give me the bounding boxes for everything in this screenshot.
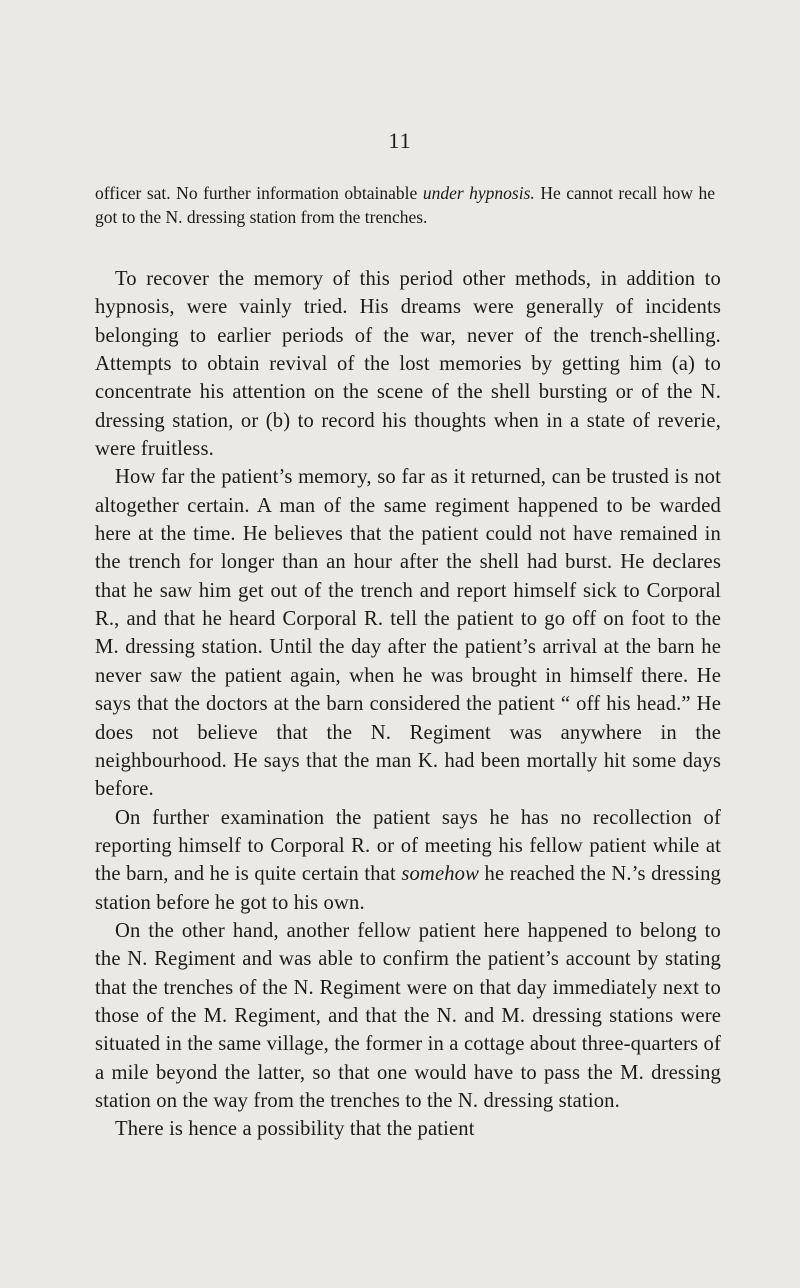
paragraph-further-examination <box>95 804 721 917</box>
body-text <box>95 265 721 1144</box>
paragraph-memory-trust: How far the patient’s memory, so far as it returned, can be trusted is not altogether certain. A man of the same regiment happened to be warded here at the time. He believes that the patient could not have remained in the trench for longer than an hour after the shell had burst. He declares that he saw him get out of the trench and report himself sick to Corporal R., and that he heard Corporal R. tell the patient to go off on foot to the M. dressing station. Until the day after the patient’s arrival at the barn he never saw the patient again, when he was brought in himself there. He says that the doctors at the barn considered the patient “ off his head.” He does not believe that the N. Regiment was anywhere in the neighbourhood. He says that the man K. had been mortally hit some days before. <box>95 466 721 801</box>
intro-emphasis: under hypnosis. <box>422 183 535 203</box>
paragraph-3-text-2: he reached the N.’s dressing station before he got to his own. <box>95 863 721 914</box>
paragraph-3-emphasis: somehow <box>401 863 480 886</box>
paragraph-other-hand: On the other hand, another fellow patient here happened to belong to the N. Regiment and was able to confirm the patient’s account by stating that the trenches of the N. Regiment were on that day immediately next to those of the M. Regiment, and that the N. and M. dressing stations were situated in the same village, the former in a cottage about three-quarters of a mile beyond the latter, so that one would have to pass the M. dressing station on the way from the trenches to the N. dressing station. <box>95 919 721 1112</box>
paragraph-possibility: There is hence a possibility that the patient <box>115 1118 475 1141</box>
paragraph-3-text-1: On further examination the patient says he has no recollection of reporting himself to Corporal R. or of meeting his fellow patient while at the barn, and he is quite certain that <box>95 806 721 886</box>
paragraph-recovery-attempts: To recover the memory of this period other methods, in addition to hypnosis, were vainly tried. His dreams were generally of incidents belonging to earlier periods of the war, never of the trench-shelling. Attempts to obtain revival of the lost memories by getting him (a) to concentrate his attention on the scene of the shell bursting or of the N. dressing station, or (b) to record his thoughts when in a state of reverie, were fruitless. <box>95 268 721 461</box>
intro-text-1: officer sat. No further information obtainable <box>95 183 423 203</box>
page-number: 11 <box>388 128 412 153</box>
intro-text-2: He cannot recall how he got to the N. dressing station from the trenches. <box>95 183 716 227</box>
intro-paragraph <box>95 181 715 229</box>
